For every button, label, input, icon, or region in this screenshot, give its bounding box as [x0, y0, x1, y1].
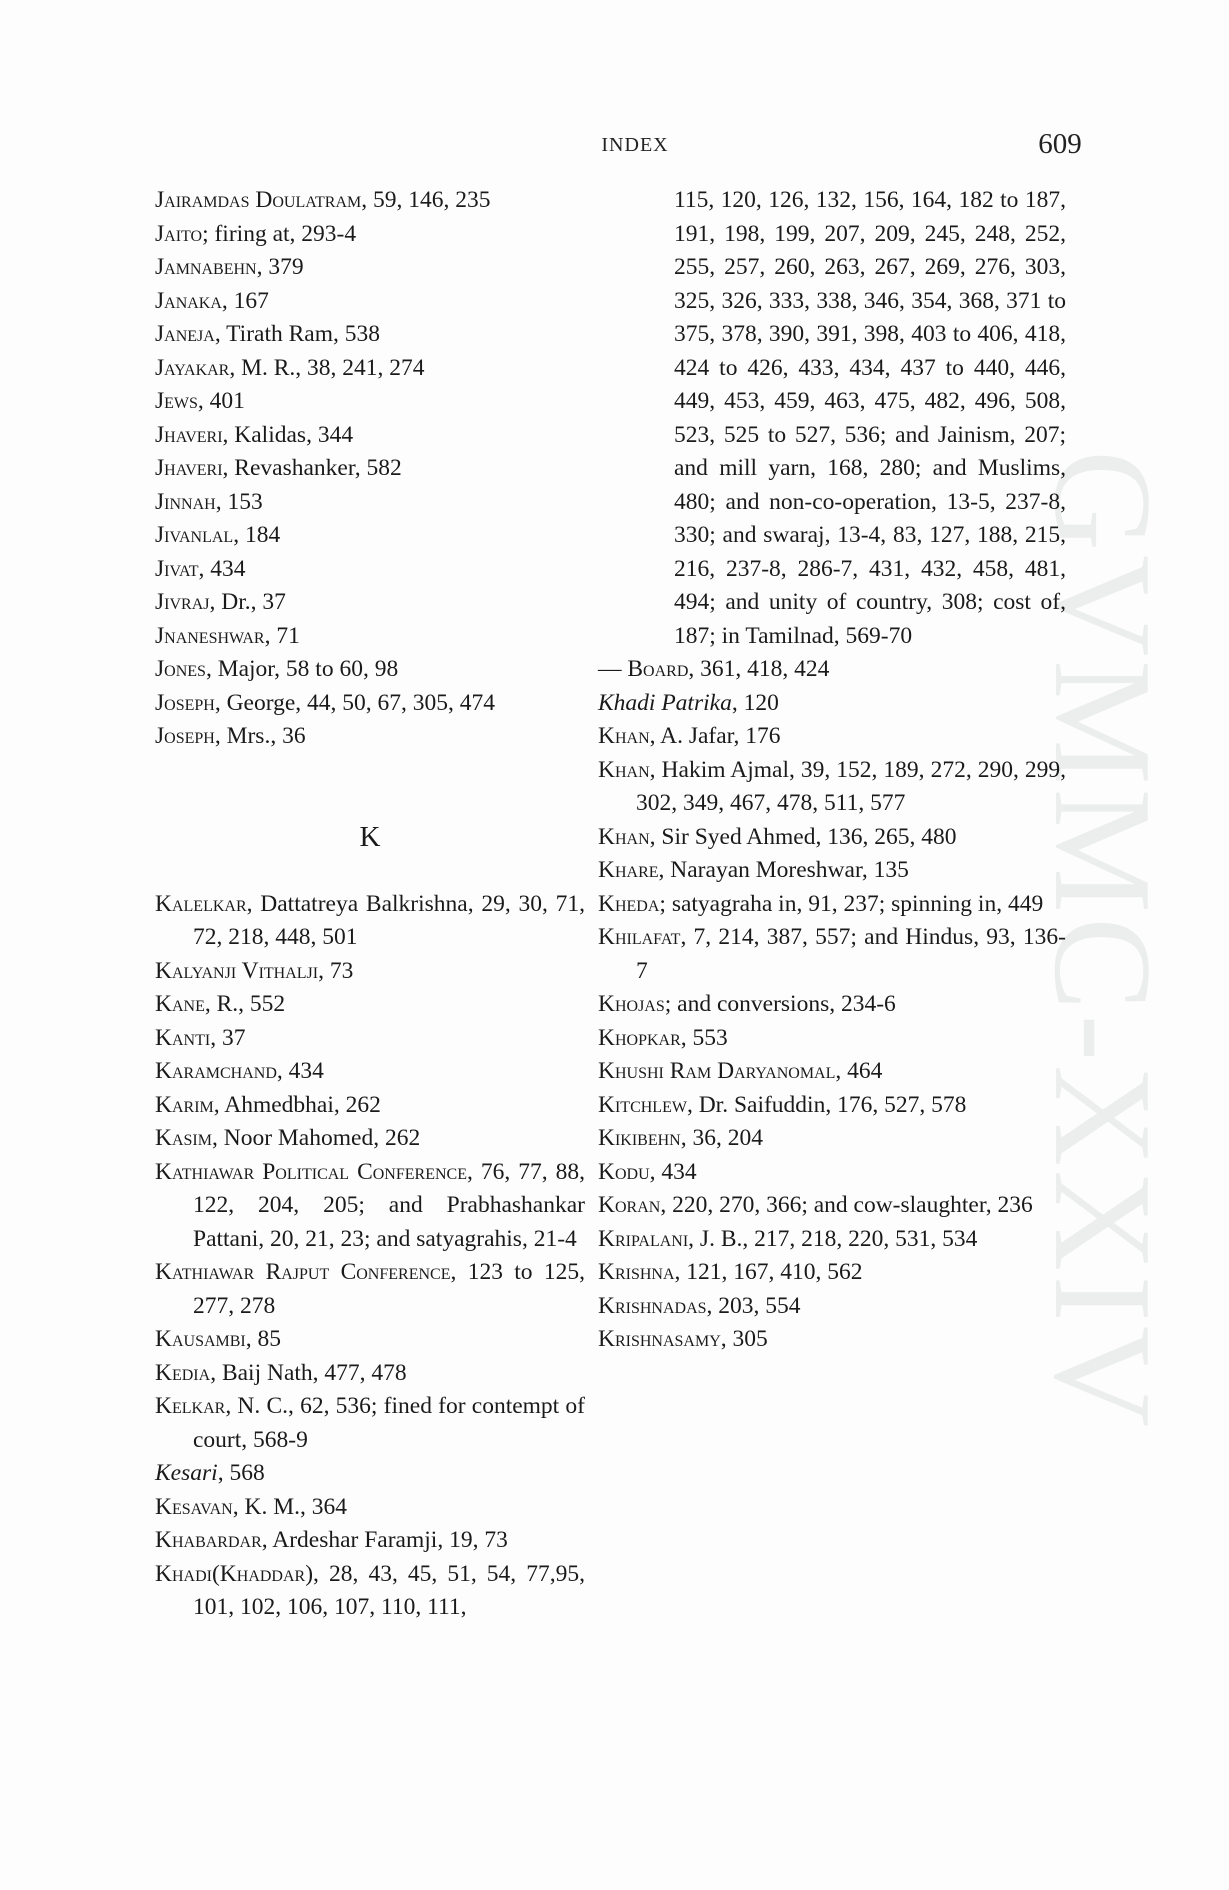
entry-refs: , Sir Syed Ahmed, 136, 265, 480 [649, 823, 957, 850]
entry-head: Khushi Ram Daryanomal [598, 1058, 836, 1084]
index-entry [598, 1156, 1066, 1190]
entry-refs: , 37 [210, 1024, 246, 1051]
index-entry [598, 1122, 1066, 1156]
entry-head: Jivanlal [155, 522, 234, 548]
index-entry [155, 1323, 585, 1357]
continuation-text: 115, 120, 126, 132, 156, 164, 182 to 187, 191, 198, 199, 207, 209, 245, 248, 252, 255, 257, 260, 263, 267, 269, 276, 303, 325, 326, 333, 338, 346, 354, 368, 371 to 375, 378, 390, 391, 398, 403 to 406, 418, 424 to 426, 433, 434, 437 to 440, 446, 449, 453, 459, 463, 475, 482, 496, 508, 523, 525 to 527, 536; and Jainism, 207; and mill yarn, 168, 280; and Muslims, 480; and non-co-operation, 13-5, 237-8, 330; and swaraj, 13-4, 83, 127, 188, 215, 216, 237-8, 286-7, 431, 432, 458, 481, 494; and unity of country, 308; cost of, 187; in Tamilnad, 569-70 [674, 187, 1066, 649]
entry-head: Khopkar [598, 1024, 681, 1051]
entry-refs: , Ardeshar Faramji, 19, 73 [261, 1527, 508, 1553]
index-entry [155, 285, 585, 319]
entry-refs: , 305 [720, 1326, 768, 1352]
entry-refs: , 121, 167, 410, 562 [674, 1259, 863, 1285]
entry-refs: , Major, 58 to 60, 98 [205, 656, 399, 682]
entry-refs: , 553 [680, 1024, 728, 1051]
index-entry [598, 821, 1066, 855]
entry-refs: , 434 [198, 555, 246, 582]
index-entry [155, 218, 585, 252]
entry-refs: , M. R., 38, 241, 274 [229, 354, 425, 381]
entry-refs: , Ahmedbhai, 262 [213, 1091, 381, 1118]
page-number: 609 [1038, 128, 1082, 160]
index-entry [155, 720, 585, 754]
entry-refs: , 73 [318, 957, 354, 984]
index-entry [155, 888, 585, 955]
entry-refs: , J. B., 217, 218, 220, 531, 534 [688, 1225, 978, 1252]
entry-head: Kelkar [155, 1393, 226, 1419]
entry-head: Karim [155, 1091, 214, 1118]
index-entry [155, 1089, 585, 1123]
entry-head: Khan [598, 723, 650, 749]
entry-head: Jamnabehn [155, 254, 257, 280]
entry-head: Kesavan [155, 1493, 233, 1520]
entry-refs: , Tirath Ram, 538 [214, 321, 380, 347]
entry-head: Kausambi [155, 1326, 246, 1352]
entry-head: Jaito [155, 220, 203, 247]
entry-refs: , Dr., 37 [209, 589, 286, 615]
entry-head: Kathiawar Political Conference [155, 1158, 467, 1185]
entry-refs: , 361, 418, 424 [688, 656, 830, 682]
index-entry [598, 1223, 1066, 1257]
entry-head: Jivraj [155, 589, 210, 615]
entry-refs: , Baij Nath, 477, 478 [210, 1359, 407, 1386]
khadi-continuation [636, 184, 1066, 653]
entry-refs: , 85 [245, 1326, 282, 1352]
index-entry [155, 352, 585, 386]
entry-head: Kedia [155, 1359, 211, 1386]
entry-head: Kripalani [598, 1225, 689, 1252]
entry-head: Joseph [155, 723, 215, 749]
right-column [598, 184, 1066, 1357]
entry-refs: , Dr. Saifuddin, 176, 527, 578 [686, 1091, 967, 1118]
left-column [155, 184, 585, 1625]
index-entry [155, 318, 585, 352]
entry-head: Kodu [598, 1158, 650, 1185]
index-entry [155, 519, 585, 553]
entry-refs: , 76, 77, 88, 122, 204, 205; and Prabhashankar Pattani, 20, 21, 23; and satyagrahis, 21-4 [193, 1158, 586, 1252]
entry-head: Kanti [155, 1024, 211, 1051]
entry-refs: , Hakim Ajmal, 39, 152, 189, 272, 290, 299, 302, 349, 467, 478, 511, 577 [636, 756, 1066, 816]
entry-head: Jhaveri [155, 455, 223, 481]
entry-refs: , Mrs., 36 [214, 723, 306, 749]
index-entry [155, 1357, 585, 1391]
index-entry [155, 184, 585, 218]
index-entry [155, 452, 585, 486]
index-entry [155, 1457, 585, 1491]
entry-refs: , 36, 204 [680, 1125, 763, 1151]
entry-head: Karamchand [155, 1058, 277, 1084]
entry-head: Jnaneshwar [155, 622, 265, 649]
entry-head: Kheda [598, 890, 660, 917]
entry-head: Jhaveri [155, 421, 223, 448]
index-entry [155, 1122, 585, 1156]
entry-head: Koran [598, 1192, 661, 1218]
index-entry [155, 988, 585, 1022]
entry-refs: , Narayan Moreshwar, 135 [658, 857, 909, 883]
index-entry [155, 1390, 585, 1457]
index-entry [155, 1558, 585, 1625]
index-entry [155, 955, 585, 989]
index-entry [598, 687, 1066, 721]
entry-refs: , 220, 270, 366; and cow-slaughter, 236 [660, 1192, 1033, 1218]
entry-head: Kane [155, 991, 205, 1017]
entry-refs: , 123 to 125, 277, 278 [193, 1259, 585, 1319]
entry-refs: , 28, 43, 45, 51, 54, 77,95, 101, 102, 106, 107, 110, 111, [193, 1560, 585, 1620]
entry-head: Krishna [598, 1259, 675, 1285]
index-entry [155, 687, 585, 721]
index-entry [155, 1055, 585, 1089]
entry-head: Kathiawar Rajput Conference [155, 1259, 451, 1285]
entry-head: Kalyanji Vithalji [155, 957, 319, 984]
index-entry [598, 1256, 1066, 1290]
entry-head: Khojas [598, 991, 665, 1017]
watermark: GVMMC-XXIV [1025, 449, 1181, 1431]
index-entry [155, 620, 585, 654]
entry-head: Khadi Patrika [598, 689, 732, 716]
entry-refs: , 401 [197, 388, 245, 414]
entry-head: Jivat [155, 555, 199, 582]
index-entry [155, 1022, 585, 1056]
entry-refs: , A. Jafar, 176 [649, 723, 781, 749]
entry-refs: , 434 [276, 1058, 324, 1084]
entry-refs: , Revashanker, 582 [222, 455, 402, 481]
entry-refs: , Kalidas, 344 [222, 421, 354, 448]
entry-refs: ; and conversions, 234-6 [664, 991, 896, 1017]
index-entry [598, 988, 1066, 1022]
index-entry [155, 586, 585, 620]
index-entry [598, 754, 1066, 821]
entry-head: Jews [155, 388, 198, 414]
entry-refs: , K. M., 364 [232, 1493, 347, 1520]
entry-refs: , 153 [215, 488, 263, 515]
index-entry [598, 1089, 1066, 1123]
entry-refs: , 379 [256, 254, 304, 280]
entry-refs: , 120 [731, 689, 779, 716]
index-entry [155, 553, 585, 587]
index-entry [598, 1290, 1066, 1324]
j-entries [155, 184, 585, 754]
entry-refs: , 568 [217, 1460, 265, 1486]
entry-head: Khare [598, 857, 659, 883]
entry-head: Krishnadas [598, 1292, 707, 1319]
entry-refs: , N. C., 62, 536; fined for contempt of court, 568-9 [193, 1393, 585, 1453]
index-entry [155, 1524, 585, 1558]
index-entry [155, 1156, 585, 1257]
index-entry [598, 1323, 1066, 1357]
index-entry [598, 1022, 1066, 1056]
section-letter: K [359, 820, 381, 853]
entry-refs: , 71 [264, 622, 300, 649]
index-entry [155, 385, 585, 419]
index-entry [598, 1055, 1066, 1089]
index-entry [598, 888, 1066, 922]
entry-head: Khan [598, 756, 650, 783]
index-entry [598, 653, 1066, 687]
entry-refs: , 7, 214, 387, 557; and Hindus, 93, 136-7 [636, 924, 1066, 984]
entry-refs: ; firing at, 293-4 [202, 220, 357, 247]
k-entries [155, 888, 585, 1625]
entry-head: Jayakar [155, 354, 230, 381]
entry-head: Joseph [155, 689, 215, 716]
entry-head: Janaka [155, 287, 222, 314]
index-entry [598, 1189, 1066, 1223]
entry-head: Jones [155, 656, 206, 682]
index-entry [155, 486, 585, 520]
entry-refs: , 184 [233, 522, 281, 548]
entry-head: Khabardar [155, 1527, 262, 1553]
entry-head: Khadi(Khaddar) [155, 1560, 314, 1587]
entry-head: Khan [598, 823, 650, 850]
index-entry [598, 720, 1066, 754]
entry-refs: , 464 [835, 1058, 883, 1084]
entry-head: Kesari [155, 1460, 218, 1486]
entry-refs: , R., 552 [204, 991, 286, 1017]
entry-head: Kalelkar [155, 890, 247, 917]
entry-head: Kasim [155, 1125, 212, 1151]
entry-head: Jairamdas Doulatram [155, 187, 362, 213]
entry-head: — Board [598, 656, 689, 682]
index-entry [155, 419, 585, 453]
entry-refs: , Noor Mahomed, 262 [211, 1125, 421, 1151]
index-entry [155, 1491, 585, 1525]
entry-head: Khilafat [598, 924, 681, 950]
entry-head: Janeja [155, 321, 215, 347]
index-entry [155, 251, 585, 285]
entry-refs: , 167 [221, 287, 269, 314]
entry-refs: , 59, 146, 235 [361, 187, 491, 213]
index-entry [598, 854, 1066, 888]
index-entry [155, 1256, 585, 1323]
entry-refs: , 203, 554 [706, 1292, 801, 1319]
entry-refs: , Dattatreya Balkrishna, 29, 30, 71, 72, 218, 448, 501 [193, 890, 585, 950]
index-entry [155, 653, 585, 687]
entry-refs: , 434 [649, 1158, 697, 1185]
entry-head: Kikibehn [598, 1125, 681, 1151]
entry-refs: , George, 44, 50, 67, 305, 474 [214, 689, 496, 716]
running-head: INDEX [601, 134, 669, 156]
entry-head: Kitchlew [598, 1091, 687, 1118]
entry-refs: ; satyagraha in, 91, 237; spinning in, 449 [659, 890, 1044, 917]
entry-head: Krishnasamy [598, 1326, 721, 1352]
entry-head: Jinnah [155, 488, 216, 515]
index-entry [598, 921, 1066, 988]
